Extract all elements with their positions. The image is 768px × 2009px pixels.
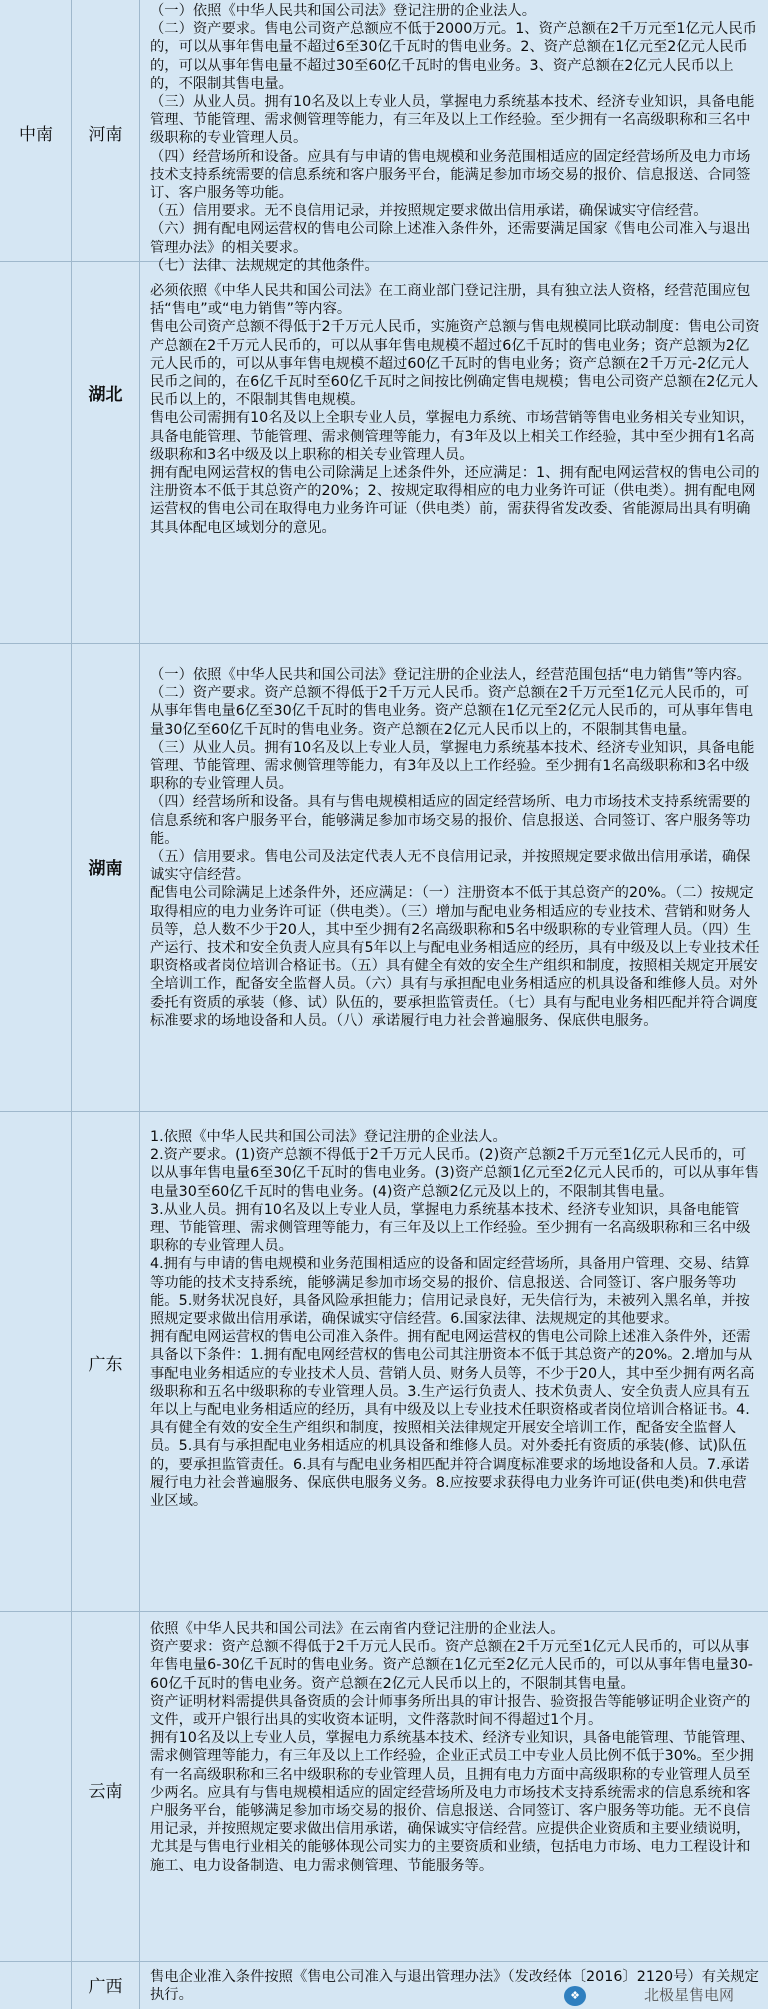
paragraph: 必须依照《中华人民共和国公司法》在工商业部门登记注册，具有独立法人资格，经营范围应包括“售电”或“电力销售”等内容。 <box>150 283 751 318</box>
paragraph: 拥有配电网运营权的售电公司除满足上述条件外，还应满足：1、拥有配电网运营权的售电公司的注册资本不低于其总资产的20%；2、按规定取得相应的电力业务许可证（供电类）。拥有配电网运营权的售电公司在取得电力业务许可证（供电类）前，需获得省发改委、省能源局出具有明确其具体配电区域划分的意见。 <box>150 465 760 536</box>
region-label: 中南 <box>19 125 53 145</box>
province-cell <box>72 262 140 643</box>
region-cell <box>0 1962 72 2009</box>
province-cell <box>72 1962 140 2009</box>
region-cell <box>0 1612 72 1961</box>
province-cell <box>72 644 140 1111</box>
province-label: 湖北 <box>88 385 123 405</box>
content-cell <box>140 0 768 274</box>
paragraph: （二）资产要求。资产总额不得低于2千万元人民币。资产总额在2千万元至1亿元人民币的，可从事年售电量6亿至30亿千瓦时的售电业务。资产总额在1亿元至2亿元人民币的，可从事年售电量30亿至60亿千瓦时的售电业务。资产总额在2亿元人民币以上的，不限制其售电量。 <box>150 685 754 738</box>
paragraph: （六）拥有配电网运营权的售电公司除上述准入条件外，还需要满足国家《售电公司准入与退出管理办法》的相关要求。 <box>150 221 751 256</box>
province-label: 广东 <box>88 1355 123 1375</box>
content-cell <box>140 262 768 643</box>
brand-watermark: 北极星售电网 <box>643 1986 734 2004</box>
province-label: 广西 <box>88 1977 123 1997</box>
paragraph: （七）法律、法规规定的其他条件。 <box>150 257 379 274</box>
paragraph: （一）依照《中华人民共和国公司法》登记注册的企业法人，经营范围包括“电力销售”等内容。 <box>150 667 751 683</box>
province-label: 湖南 <box>88 859 123 879</box>
paragraph: 依照《中华人民共和国公司法》在云南省内登记注册的企业法人。 <box>150 1621 565 1637</box>
region-cell <box>0 262 72 643</box>
paragraph: 资产要求：资产总额不得低于2千万元人民币。资产总额在2千万元至1亿元人民币的，可以从事年售电量6-30亿千瓦时的售电业务。资产总额在1亿元至2亿元人民币的，可以从事年售电量30-60亿千瓦时的售电业务。资产总额在2亿元人民币以上的，不限制其售电量。 <box>150 1639 753 1692</box>
paragraph: 资产证明材料需提供具备资质的会计师事务所出具的审计报告、验资报告等能够证明企业资产的文件，或开户银行出具的实收资本证明，文件落款时间不得超过1个月。 <box>150 1693 751 1729</box>
province-cell <box>72 1612 140 1961</box>
paragraph: 售电企业准入条件按照《售电公司准入与退出管理办法》（发改经体〔2016〕2120号）有关规定执行。 <box>150 1969 759 2004</box>
paragraph: 拥有10名及以上专业人员，掌握电力系统基本技术、经济专业知识，具备电能管理、节能管理、需求侧管理等能力，有三年及以上工作经验，企业正式员工中专业人员比例不低于30%。至少拥有一名高级职称和三名中级职称的专业管理人员，且拥有电力方面中高级职称的专业管理人员至少两名。应具有与售电规模相适应的固定经营场所及电力市场技术支持系统需求的信息系统和客户服务平台，能够满足参加市场交易的报价、信息报送、合同签订、客户服务等功能。无不良信用记录，并按照规定要求做出信用承诺，确保诚实守信经营。应提供企业资质和主要业绩说明，尤其是与售电行业相关的能够体现公司实力的主要资质和业绩，包括电力市场、电力工程设计和施工、电力设备制造、电力需求侧管理、节能服务等。 <box>150 1730 755 1874</box>
paragraph: 1.依照《中华人民共和国公司法》登记注册的企业法人。 <box>150 1129 507 1145</box>
paragraph: 4.拥有与申请的售电规模和业务范围相适应的设备和固定经营场所，具备用户管理、交易、结算等功能的技术支持系统，能够满足参加市场交易的报价、信息报送、合同签订、客户服务等功能。5.财务状况良好，具备风险承担能力；信用记录良好，无失信行为，未被列入黑名单，并按照规定要求做出信用承诺，确保诚实守信经营。6.国家法律、法规规定的其他要求。 <box>150 1256 750 1328</box>
paragraph: （四）经营场所和设备。具有与售电规模相适应的固定经营场所、电力市场技术支持系统需要的信息系统和客户服务平台，能够满足参加市场交易的报价、信息报送、合同签订、客户服务等功能。 <box>150 794 751 847</box>
paragraph: 3.从业人员。拥有10名及以上专业人员，掌握电力系统基本技术、经济专业知识，具备电能管理、节能管理、需求侧管理等能力，有三年及以上工作经验。至少拥有一名高级职称和三名中级职称的专业管理人员。 <box>150 1201 751 1255</box>
table-row <box>0 262 768 644</box>
paragraph: （一）依照《中华人民共和国公司法》登记注册的企业法人。 <box>150 3 537 19</box>
paragraph: （二）资产要求。售电公司资产总额应不低于2000万元。1、资产总额在2千万元至1亿元人民币的，可以从事年售电量不超过6至30亿千瓦时的售电业务。2、资产总额在1亿元至2亿元人民币的，可以从事年售电量不超过30至60亿千瓦时的售电业务。3、资产总额在2亿元人民币以上的，不限制其售电量。 <box>150 21 757 92</box>
paragraph: （四）经营场所和设备。应具有与申请的售电规模和业务范围相适应的固定经营场所及电力市场技术支持系统需要的信息系统和客户服务平台，能满足参加市场交易的报价、信息报送、合同签订、客户服务等功能。 <box>150 148 751 202</box>
province-cell <box>72 0 140 261</box>
paragraph: 拥有配电网运营权的售电公司准入条件。拥有配电网运营权的售电公司除上述准入条件外，还需具备以下条件：1.拥有配电网经营权的售电公司其注册资本不低于其总资产的20%。2.增加与从事配电业务相适应的专业技术人员、营销人员、财务人员等，不少于20人，其中至少拥有两名高级职称和五名中级职称的专业管理人员。3.生产运行负责人、技术负责人、安全负责人应具有五年以上与配电业务相适应的经历，具有中级及以上专业技术任职资格或者岗位培训合格证书。4.具有健全有效的安全生产组织和制度，按照相关法律规定开展安全培训工作，配备安全监督人员。5.具有与承担配电业务相适应的机具设备和维修人员。对外委托有资质的承装(修、试)队伍的，要承担监管责任。6.具有与配电业务相匹配并符合调度标准要求的场地设备和人员。7.承诺履行电力社会普遍服务、保底供电服务义务。8.应按要求获得电力业务许可证(供电类)和供电营业区域。 <box>150 1329 755 1510</box>
table-row <box>0 0 768 274</box>
table-row <box>0 1612 768 1962</box>
paragraph: （三）从业人员。拥有10名及以上专业人员，掌握电力系统基本技术、经济专业知识，具备电能管理、节能管理、需求侧管理等能力，有三年及以上工作经验。至少拥有一名高级职称和三名中级职称的专业管理人员。 <box>150 94 755 147</box>
province-label: 云南 <box>88 1782 123 1802</box>
paragraph: （五）信用要求。无不良信用记录，并按照规定要求做出信用承诺，确保诚实守信经营。 <box>150 203 708 220</box>
table-row <box>0 644 768 1112</box>
table-row <box>0 1112 768 1612</box>
paragraph: （三）从业人员。拥有10名及以上专业人员，掌握电力系统基本技术、经济专业知识，具备电能管理、节能管理、需求侧管理等能力，有3年及以上工作经验。至少拥有1名高级职称和3名中级职称的专业管理人员。 <box>150 739 755 793</box>
province-label: 河南 <box>88 125 123 145</box>
content-cell <box>140 1112 768 1611</box>
region-cell <box>0 1112 72 1611</box>
wechat-logo-icon: ❖ <box>564 1986 586 2006</box>
paragraph: 配售电公司除满足上述条件外，还应满足：（一）注册资本不低于其总资产的20%。（二）按规定取得相应的电力业务许可证（供电类）。（三）增加与配电业务相适应的专业技术、营销和财务人员等，总人数不少于20人，其中至少拥有2名高级职称和5名中级职称的专业管理人员。（四）生产运行、技术和安全负责人应具有5年以上与配电业务相适应的经历，具有中级及以上专业技术任职资格或者岗位培训合格证书。（五）具有健全有效的安全生产组织和制度，按照相关规定开展安全培训工作，配备安全监督人员。（六）具有与承担配电业务相适应的机具设备和维修人员。对外委托有资质的承装（修、试）队伍的，要承担监管责任。（七）具有与配电业务相匹配并符合调度标准要求的场地设备和人员。（八）承诺履行电力社会普遍服务、保底供电服务。 <box>150 885 760 1029</box>
content-cell <box>140 1612 768 1961</box>
province-cell <box>72 1112 140 1611</box>
region-cell <box>0 0 72 261</box>
paragraph: 售电公司资产总额不得低于2千万元人民币，实施资产总额与售电规模同比联动制度：售电公司资产总额在2千万元人民币的，可以从事年售电规模不超过6亿千瓦时的售电业务；资产总额为2亿元人民币的，可以从事年售电规模不超过60亿千瓦时的售电业务；资产总额在2千万元-2亿元人民币之间的，在6亿千瓦时至60亿千瓦时之间按比例确定售电规模；售电公司资产总额在2亿元人民币以上的，不限制其售电规模。 <box>150 319 760 409</box>
region-cell <box>0 644 72 1111</box>
content-cell <box>140 644 768 1111</box>
paragraph: 2.资产要求。(1)资产总额不得低于2千万元人民币。(2)资产总额2千万元至1亿元人民币的，可以从事年售电量6至30亿千瓦时的售电业务。(3)资产总额1亿元至2亿元人民币的，可以从事年售电量30至60亿千瓦时的售电业务。(4)资产总额2亿元及以上的，不限制其售电量。 <box>150 1147 760 1200</box>
paragraph: （五）信用要求。售电公司及法定代表人无不良信用记录，并按照规定要求做出信用承诺，确保诚实守信经营。 <box>150 849 751 884</box>
paragraph: 售电公司需拥有10名及以上全职专业人员，掌握电力系统、市场营销等售电业务相关专业知识，具备电能管理、节能管理、需求侧管理等能力，有3年及以上相关工作经验，其中至少拥有1名高级职称和3名中级及以上职称的相关专业管理人员。 <box>150 410 755 463</box>
